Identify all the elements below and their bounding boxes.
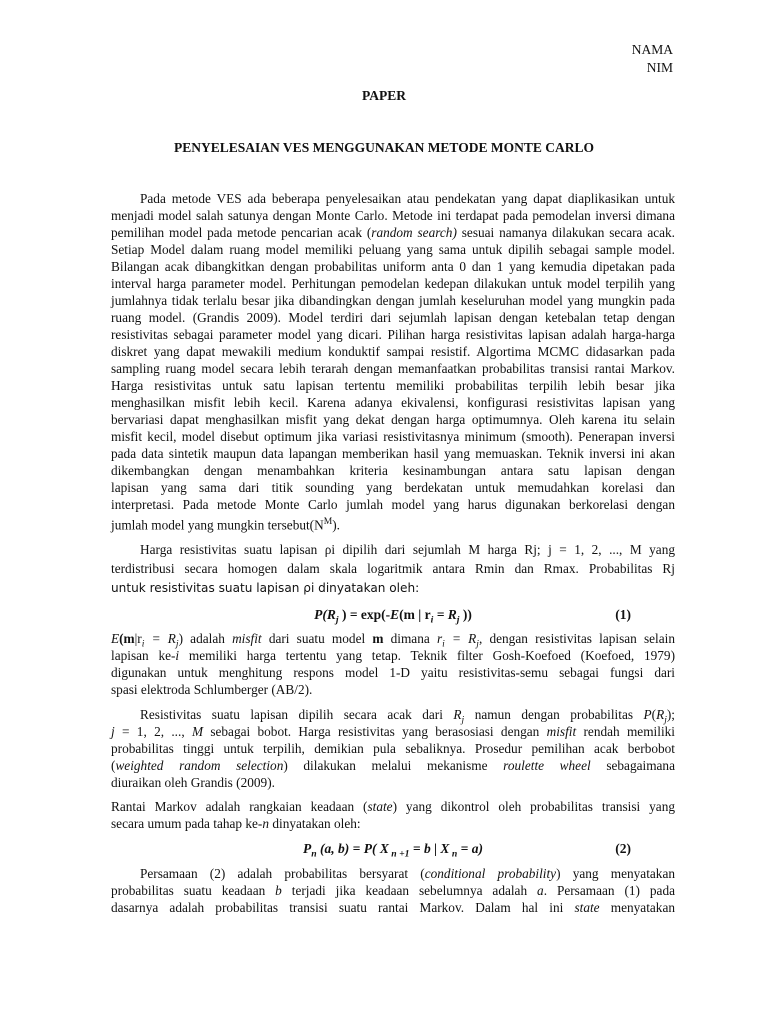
text-line	[111, 514, 675, 533]
text-run: probabilitas suatu keadaan	[111, 883, 276, 898]
text-line: menghasilkan misfit lebih kecil. Karena adanya ekivalensi, konfigurasi resistivitas lapisan yang	[111, 395, 675, 410]
text-line: digunakan untuk menghitung respons model 1-D yaitu resistivitas-semu sebagai fungsi dari	[111, 665, 675, 680]
text-run: , dengan resistivitas lapisan selain	[478, 631, 675, 646]
text-run: (	[651, 707, 657, 722]
text-line	[111, 816, 675, 832]
text-run: pemilihan model pada metode pencarian acak (	[111, 225, 372, 240]
italic-term: state	[574, 900, 600, 915]
text-run: a	[537, 883, 544, 898]
subscript: i	[141, 638, 145, 650]
eq-symbol: ) = exp(-	[338, 607, 391, 622]
eq-symbol: = a)	[457, 841, 483, 856]
subscript: j	[664, 714, 667, 726]
paper-title: PENYELESAIAN VES MENGGUNAKAN METODE MONTE CARLO	[174, 140, 594, 155]
text-line: ruang model. (Grandis 2009). Model terdiri dari sejumlah lapisan dengan ketebalan tetap dengan	[111, 310, 675, 325]
text-run: r	[436, 631, 443, 646]
italic-term: conditional probability	[424, 866, 557, 881]
eq-subscript: n	[449, 848, 458, 860]
eq-symbol: = b | X	[409, 841, 450, 856]
equation-number: (2)	[615, 841, 631, 856]
eq-symbol: (a, b) = P( X	[316, 841, 389, 856]
text-run: terjadi jika keadaan sebelumnya adalah	[281, 883, 538, 898]
superscript: M	[323, 516, 333, 527]
text-line	[111, 724, 675, 740]
subscript: j	[476, 638, 479, 650]
italic-term: misfit	[546, 724, 577, 739]
text-line: jumlahnya tidak terlalu besar jika dibandingkan dengan jumlah keseluruhan model yang mungkin pada	[111, 293, 675, 308]
text-line	[111, 225, 675, 241]
text-line: bervariasi dapat menghasilkan misfit yang dekat dengan harga optimumnya. Oleh karena itu selain	[111, 412, 675, 427]
eq-symbol: ))	[459, 607, 472, 622]
text-run: (m	[119, 631, 135, 646]
eq-symbol: P	[303, 841, 312, 856]
text-line: dikembangkan dengan menambahkan kriteria kesinambungan antara satu lapisan dengan	[111, 463, 675, 478]
text-run: dimana	[383, 631, 437, 646]
text-run: n	[262, 816, 270, 831]
eq-subscript: i	[430, 614, 434, 626]
text-line	[111, 758, 675, 774]
text-run: dari suatu model	[261, 631, 373, 646]
eq-symbol: E	[390, 607, 400, 622]
text-line	[140, 866, 675, 882]
eq-subscript: n +1	[388, 848, 410, 860]
text-run: ) adalah	[178, 631, 233, 646]
text-run: ) yang dikontrol oleh probabilitas transisi yang	[392, 799, 676, 814]
text-line: lapisan yang sama dari titik sounding yang berdekatan untuk memudahkan korelasi dan	[111, 480, 675, 495]
text-run: b	[275, 883, 282, 898]
text-run: R	[453, 707, 462, 722]
text-run: = R	[444, 631, 477, 646]
text-run: = 1, 2, ...,	[114, 724, 192, 739]
text-line: untuk resistivitas suatu lapisan ρi dinyatakan oleh:	[111, 581, 420, 595]
text-line: diuraikan oleh Grandis (2009).	[111, 775, 275, 790]
eq-subscript: j	[456, 614, 460, 626]
text-run: lapisan ke-	[111, 648, 176, 663]
text-line: Setiap Model dalam ruang model memiliki peluang yang sama untuk dipilih sebagai sample model.	[111, 242, 675, 257]
text-run: sesuai namanya dilakukan secara acak.	[456, 225, 675, 240]
italic-term: misfit	[232, 631, 262, 646]
text-run: ) dilakukan melalui mekanisme	[283, 758, 504, 773]
text-run: R	[656, 707, 665, 722]
italic-term: weighted random selection	[115, 758, 284, 773]
text-run: secara umum pada tahap ke-	[111, 816, 263, 831]
text-line: Pada metode VES ada beberapa penyelesaikan atau pendekatan yang dapat diaplikasikan untuk	[140, 191, 675, 206]
text-line	[111, 900, 675, 916]
text-line: Harga resistivitas suatu lapisan ρi dipilih dari sejumlah M harga Rj; j = 1, 2, ..., M yang	[140, 542, 675, 557]
text-line: misfit kecil, model disebut optimum jika variasi resistivitasnya minimum (smooth). Penerapan inversi	[111, 429, 675, 444]
subscript: j	[461, 714, 465, 726]
text-run: memiliki harga tertentu yang tetap. Teknik filter Gosh-Koefoed (Koefoed, 1979)	[179, 648, 675, 663]
subscript: i	[442, 638, 445, 650]
text-run: sebagai bobot. Harga resistivitas yang berasosiasi dengan	[203, 724, 547, 739]
text-line: interpretasi. Pada metode Monte Carlo jumlah model yang harus digunakan berkorelasi dengan	[111, 497, 675, 512]
text-run: . Persamaan (1) pada	[543, 883, 676, 898]
text-run: dinyatakan oleh:	[269, 816, 361, 831]
eq-subscript: j	[335, 614, 339, 626]
italic-term: random search)	[371, 225, 457, 240]
text-line: resistivitas sebagai parameter model yang dicari. Pilihan harga resistivitas lapisan adalah harga-harga	[111, 327, 675, 342]
text-run: P	[643, 707, 652, 722]
text-run: |r	[134, 631, 142, 646]
eq-symbol: (m | r	[399, 607, 431, 622]
text-line: menjadi model salah satunya dengan Monte Carlo. Metode ini terdapat pada pemodelan inversi dimana	[111, 208, 675, 223]
subscript: j	[175, 638, 179, 650]
text-line: terdistribusi secara homogen dalam skala logaritmik antara Rmin dan Rmax. Probabilitas Rj	[111, 561, 675, 576]
eq-subscript: n	[311, 848, 317, 860]
text-run: Persamaan (2) adalah probabilitas bersyarat (	[140, 866, 425, 881]
name-label: NAMA	[631, 42, 673, 57]
text-line: spasi elektroda Schlumberger (AB/2).	[111, 682, 313, 697]
text-line	[111, 799, 675, 815]
text-run: sebagaimana	[590, 758, 675, 773]
text-run: rendah memiliki	[576, 724, 675, 739]
text-run: dasarnya adalah probabilitas transisi suatu rantai Markov. Dalam hal ini	[111, 900, 575, 915]
text-line: Bilangan acak dibangkitkan dengan probabilitas uniform anta 0 dan 1 yang kemudia dipetakan pada	[111, 259, 675, 274]
equation-body	[111, 841, 675, 860]
text-run: i	[175, 648, 180, 663]
italic-term: state	[367, 799, 393, 814]
eq-symbol: = R	[433, 607, 457, 622]
text-run: jumlah model yang mungkin tersebut(N	[111, 517, 324, 533]
text-line: sampling ruang model secara lebih terarah dengan memanfaatkan probabilitas transisi rantai Markov.	[111, 361, 675, 376]
text-line: diskret yang dapat mewakili medium konduktif sampai resistif. Algortima MCMC didasarkan pada	[111, 344, 675, 359]
text-run: Resistivitas suatu lapisan dipilih secara acak dari	[140, 707, 454, 722]
text-run: M	[191, 724, 204, 739]
nim-label: NIM	[646, 60, 673, 75]
text-line	[111, 648, 675, 664]
text-run: );	[666, 707, 675, 722]
text-run: m	[372, 631, 384, 646]
italic-term: roulette wheel	[503, 758, 591, 773]
text-run: menyatakan	[599, 900, 676, 915]
text-run: (	[111, 758, 116, 773]
text-run: Rantai Markov adalah rangkaian keadaan (	[111, 799, 368, 814]
text-run: = R	[144, 631, 176, 646]
text-run: namun dengan probabilitas	[464, 707, 644, 722]
text-line: interval harga parameter model. Perhitungan pemodelan kedepan dilakukan untuk model terpilih yang	[111, 276, 675, 291]
text-line: probabilitas tinggi untuk terpilih, demikian pula sebaliknya. Prosedur pemilihan acak berbobot	[111, 741, 675, 756]
text-line: pada data sintetik maupun data lapangan memberikan hasil yang memuaskan. Teknik inversi ini akan	[111, 446, 675, 461]
document-type: PAPER	[362, 88, 406, 103]
text-line	[111, 883, 675, 899]
equation-body	[111, 607, 675, 626]
equation-number: (1)	[615, 607, 631, 622]
eq-symbol: P(R	[314, 607, 336, 622]
text-run: ) yang menyatakan	[556, 866, 675, 881]
text-run: j	[111, 724, 115, 739]
text-line: Harga resistivitas untuk satu lapisan tertentu memiliki probabilitas terpilih lebih besar jika	[111, 378, 675, 393]
text-run: ).	[332, 517, 340, 533]
text-run: E	[111, 631, 120, 646]
